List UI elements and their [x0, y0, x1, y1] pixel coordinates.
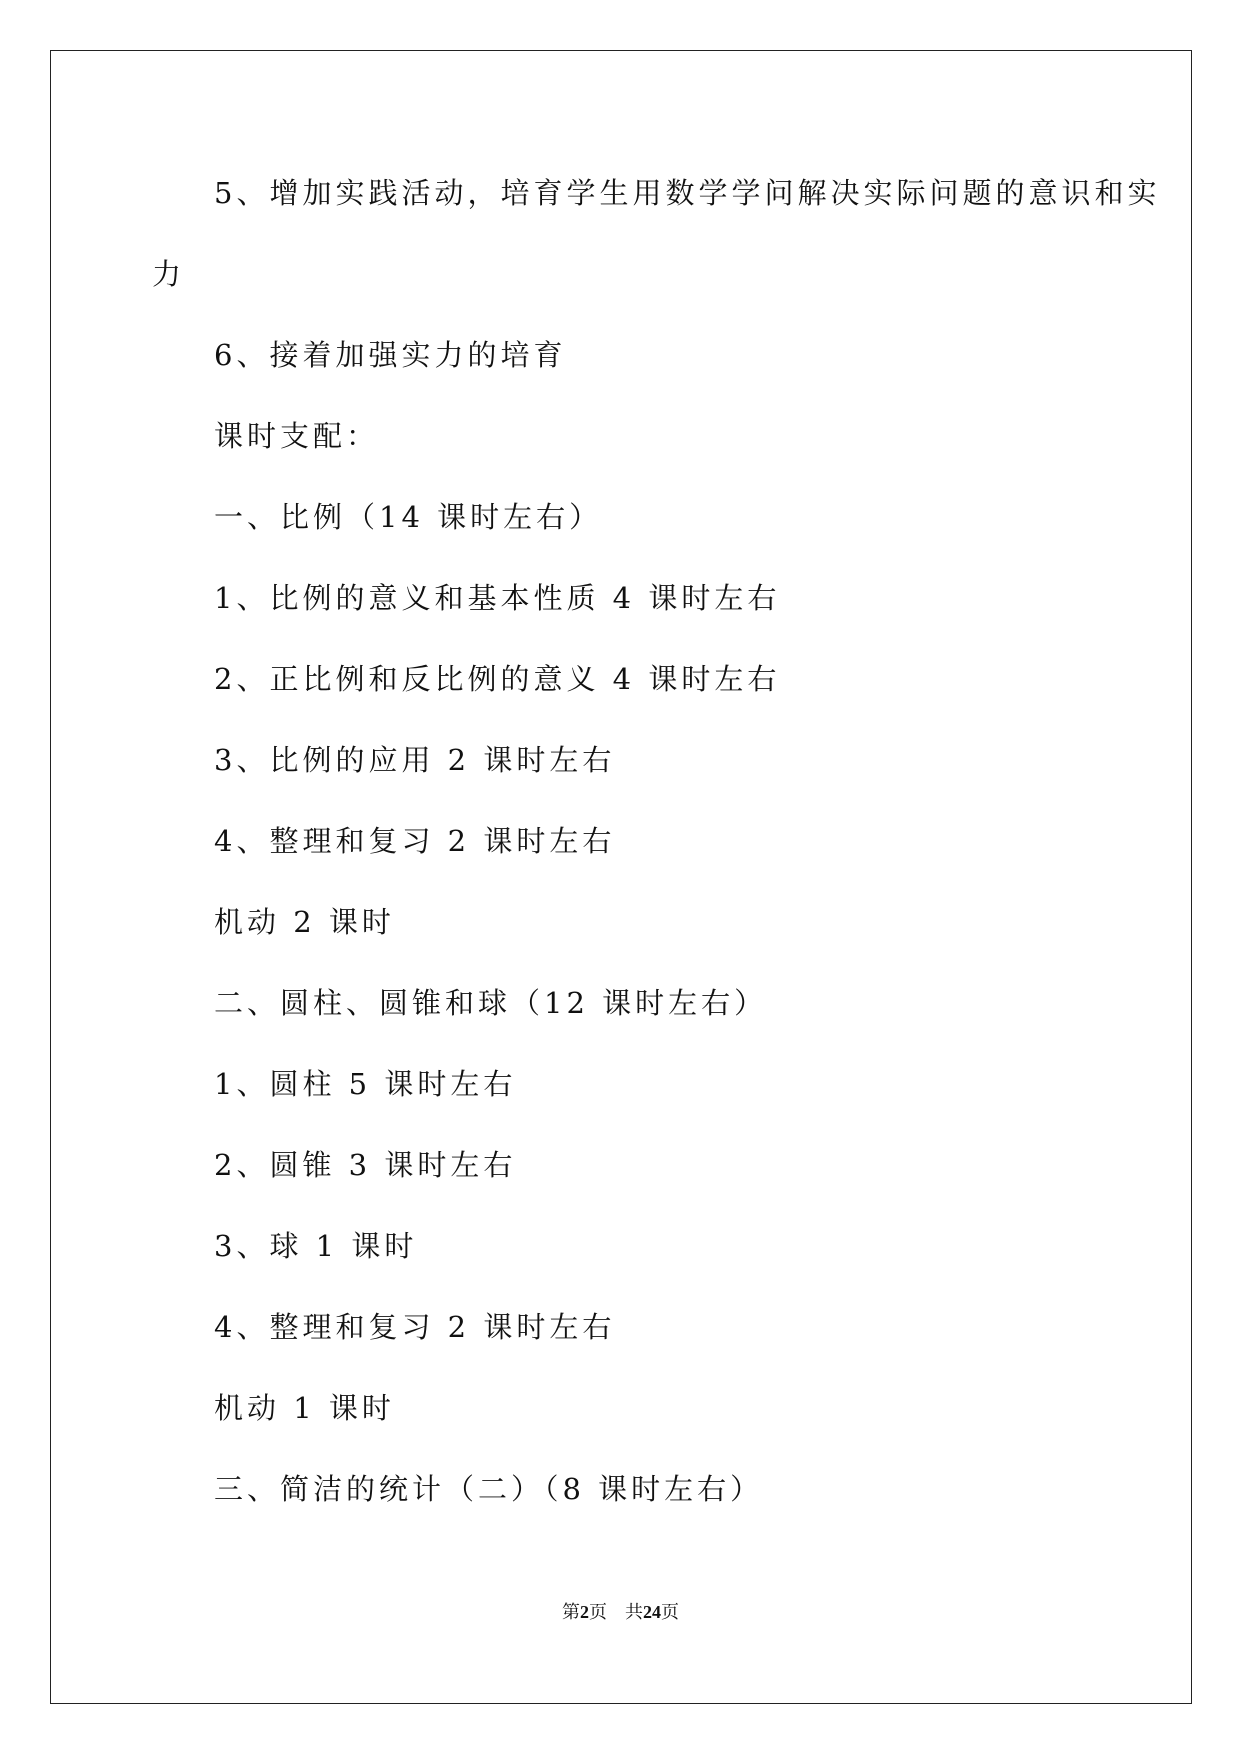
page-footer	[0, 1600, 1241, 1624]
page-suffix: 页	[589, 1602, 607, 1622]
list-item: 4、整理和复习 2 课时左右	[214, 824, 616, 858]
page-frame	[50, 50, 1192, 1704]
section-heading: 二、圆柱、圆锥和球（12 课时左右）	[214, 986, 768, 1020]
list-item: 2、正比例和反比例的意义 4 课时左右	[214, 662, 781, 696]
list-item: 3、比例的应用 2 课时左右	[214, 743, 616, 777]
total-suffix: 页	[661, 1602, 679, 1622]
section-heading: 一、比例（14 课时左右）	[214, 500, 603, 534]
list-item: 机动 2 课时	[214, 905, 395, 939]
list-item: 1、圆柱 5 课时左右	[214, 1067, 517, 1101]
list-item: 1、比例的意义和基本性质 4 课时左右	[214, 581, 781, 615]
list-item: 3、球 1 课时	[214, 1229, 418, 1263]
list-item: 4、整理和复习 2 课时左右	[214, 1310, 616, 1344]
paragraph-line: 6、接着加强实力的培育	[214, 338, 567, 372]
section-heading: 三、简洁的统计（二）（8 课时左右）	[214, 1472, 764, 1506]
total-pages: 24	[643, 1602, 661, 1622]
section-heading: 课时支配：	[214, 419, 380, 453]
paragraph-line: 力	[152, 257, 186, 291]
total-prefix: 共	[625, 1602, 643, 1622]
list-item: 机动 1 课时	[214, 1391, 395, 1425]
page-number: 2	[580, 1602, 589, 1622]
paragraph-line: 5、增加实践活动，培育学生用数学学问解决实际问题的意识和实	[214, 176, 1161, 210]
list-item: 2、圆锥 3 课时左右	[214, 1148, 517, 1182]
page-prefix: 第	[562, 1602, 580, 1622]
